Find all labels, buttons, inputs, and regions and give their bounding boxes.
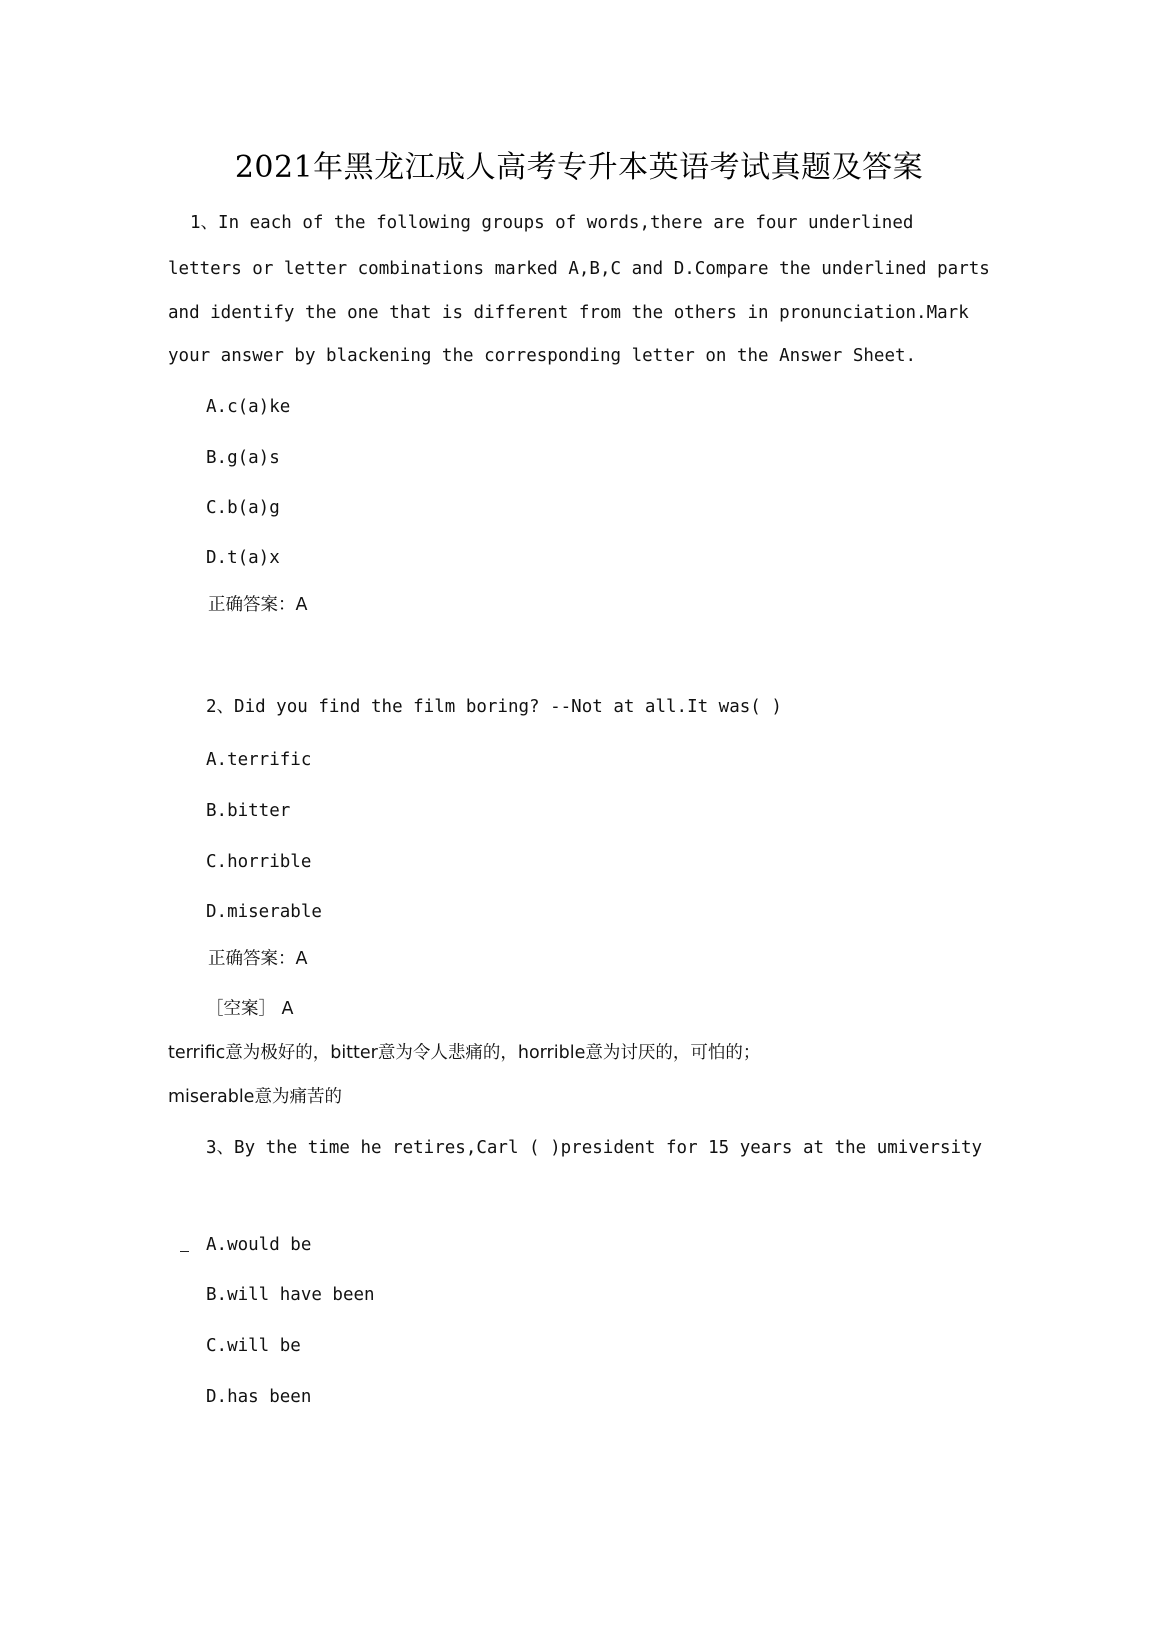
q1-option-b: B.g(a)s <box>206 448 280 468</box>
q3-option-c: C.will be <box>206 1336 301 1356</box>
document-title: 2021年黑龙江成人高考专升本英语考试真题及答案 <box>234 150 924 185</box>
q1-option-c: C.b(a)g <box>206 498 280 518</box>
q3-option-a: A.would be <box>206 1235 312 1255</box>
q2-option-c: C.horrible <box>206 852 312 872</box>
q1-text-line-4: your answer by blackening the corresponding letter on the Answer Sheet. <box>168 346 917 366</box>
q1-text-line-3: and identify the one that is different from the others in pronunciation.Mark <box>168 303 969 323</box>
q3-option-d: D.has been <box>206 1387 312 1407</box>
q1-answer: 正确答案：A <box>208 595 308 615</box>
q3-wrap-dash <box>180 1251 189 1252</box>
q3-option-b: B.will have been <box>206 1285 375 1305</box>
q1-text-line-1: 1、In each of the following groups of words,there are four underlined <box>190 213 914 233</box>
q2-option-b: B.bitter <box>206 801 291 821</box>
q2-answer: 正确答案：A <box>208 949 308 969</box>
q1-option-d: D.t(a)x <box>206 548 280 568</box>
q1-option-a: A.c(a)ke <box>206 397 291 417</box>
q1-text-line-2: letters or letter combinations marked A,B,C and D.Compare the underlined parts <box>168 259 990 279</box>
q2-option-a: A.terrific <box>206 750 312 770</box>
q2-explanation-line-2: miserable意为痛苦的 <box>168 1087 342 1107</box>
q3-question: 3、By the time he retires,Carl ( )president for 15 years at the umiversity <box>206 1138 983 1158</box>
q2-explanation-line-1: terrific意为极好的，bitter意为令人悲痛的，horrible意为讨厌的，可怕的； <box>168 1043 761 1063</box>
q2-option-d: D.miserable <box>206 902 322 922</box>
q2-explanation-label: ［空案］ A <box>206 999 294 1019</box>
q2-question: 2、Did you find the film boring? --Not at all.It was( ) <box>206 697 782 717</box>
